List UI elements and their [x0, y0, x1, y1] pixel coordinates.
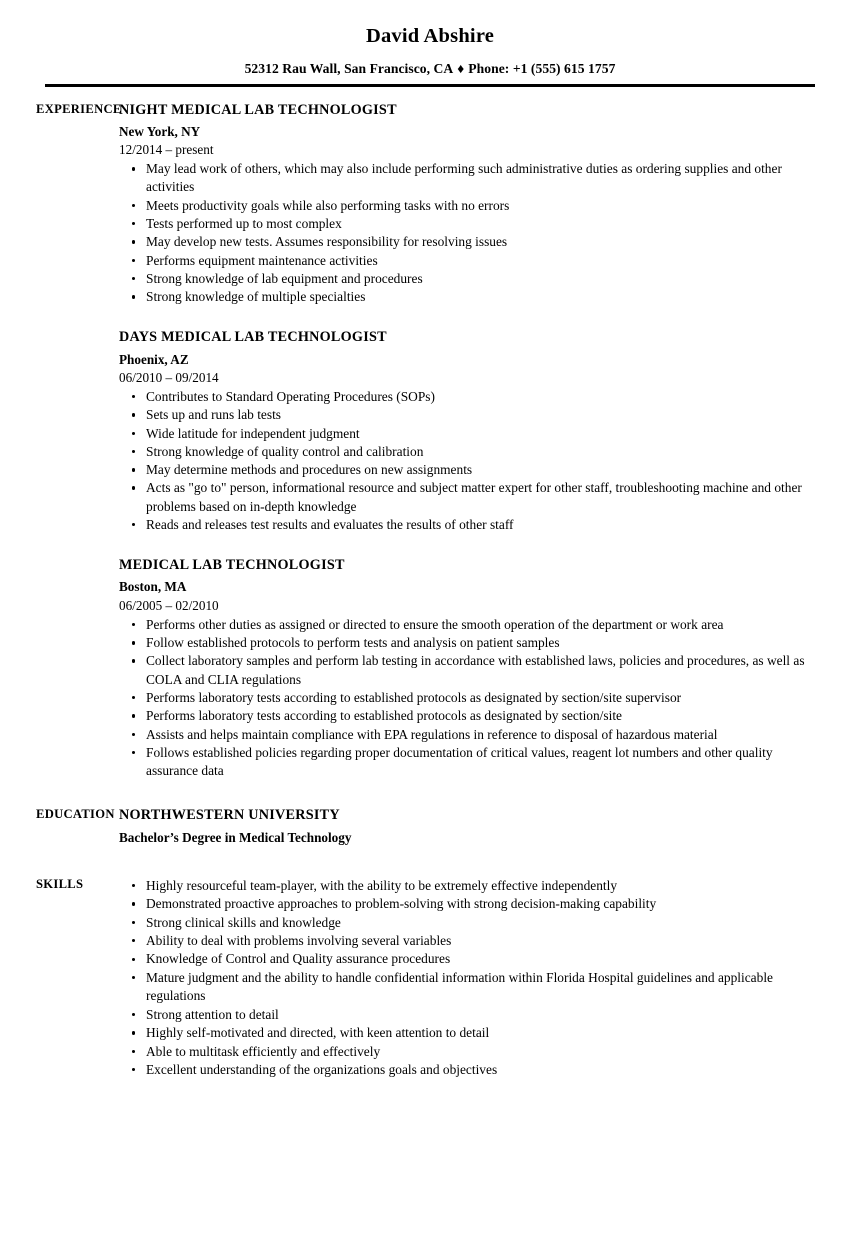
bullet-dot-icon [132, 939, 135, 942]
job-bullet-text: Performs equipment maintenance activities [146, 252, 378, 268]
job-dates: 12/2014 – present [119, 142, 214, 158]
bullet-dot-icon [132, 450, 135, 453]
experience-entry [119, 101, 808, 307]
skills-bullet-list [119, 877, 808, 1080]
education-section-label: EDUCATION [36, 807, 115, 822]
job-location: New York, NY [119, 123, 201, 139]
job-bullet [119, 443, 808, 461]
job-bullet [119, 270, 808, 288]
job-bullet [119, 707, 808, 725]
job-bullet-text: Sets up and runs lab tests [146, 407, 282, 423]
job-bullet-text: Assists and helps maintain compliance with EPA regulations in reference to disposal of hazardous material [146, 726, 718, 742]
contact-phone: Phone: +1 (555) 615 1757 [468, 60, 616, 76]
job-bullet [119, 634, 808, 652]
bullet-dot-icon [132, 1068, 135, 1071]
bullet-dot-icon [132, 958, 135, 961]
skill-bullet [119, 877, 808, 895]
job-bullet [119, 726, 808, 744]
job-bullet-text: Strong knowledge of lab equipment and procedures [146, 270, 423, 286]
skill-bullet [119, 1024, 808, 1042]
job-dates: 06/2005 – 02/2010 [119, 597, 219, 613]
header-divider [45, 84, 815, 87]
job-bullet-text: May lead work of others, which may also include performing such administrative duties as ordering supplies and other activities [146, 161, 782, 195]
skill-bullet-text: Demonstrated proactive approaches to problem-solving with strong decision-making capability [146, 896, 657, 912]
job-bullet [119, 616, 808, 634]
job-bullet-text: May develop new tests. Assumes responsibility for resolving issues [146, 234, 508, 250]
skill-bullet [119, 950, 808, 968]
job-bullet-text: Strong knowledge of quality control and calibration [146, 443, 424, 459]
job-title: MEDICAL LAB TECHNOLOGIST [119, 557, 345, 574]
job-bullet-text: Reads and releases test results and evaluates the results of other staff [146, 516, 514, 532]
skill-bullet-text: Strong clinical skills and knowledge [146, 914, 341, 930]
job-location: Boston, MA [119, 579, 187, 595]
job-bullet-text: Acts as "go to" person, informational resource and subject matter expert for other staff, troubleshooting machine and other problems based on in-depth knowledge [146, 480, 802, 514]
skill-bullet [119, 895, 808, 913]
skill-bullet-text: Able to multitask efficiently and effectively [146, 1043, 381, 1059]
bullet-dot-icon [132, 641, 135, 644]
bullet-dot-icon [132, 733, 135, 736]
skill-bullet [119, 969, 808, 1006]
job-bullet-text: Follows established policies regarding proper documentation of critical values, reagent lot numbers and other quality assurance data [146, 744, 773, 779]
candidate-name: David Abshire [365, 25, 495, 47]
job-bullet-list [119, 160, 808, 306]
job-bullet [119, 425, 808, 443]
job-bullet-text: Performs laboratory tests according to established protocols as designated by section/site [146, 708, 622, 724]
skills-section-label: SKILLS [36, 876, 84, 891]
job-bullet-text: Follow established protocols to perform tests and analysis on patient samples [146, 635, 560, 651]
job-bullet [119, 388, 808, 406]
bullet-dot-icon [132, 468, 135, 471]
job-bullet-text: May determine methods and procedures on new assignments [146, 462, 473, 478]
skill-bullet-text: Highly resourceful team-player, with the ability to be extremely effective independently [146, 877, 618, 893]
bullet-dot-icon [132, 413, 135, 416]
job-bullet-list [119, 616, 808, 781]
bullet-dot-icon [132, 1031, 135, 1034]
skill-bullet [119, 1043, 808, 1061]
skill-bullet-text: Ability to deal with problems involving several variables [146, 933, 452, 948]
job-bullet [119, 652, 808, 689]
job-bullet-text: Collect laboratory samples and perform lab testing in accordance with established laws, policies and procedures, as well as COLA and CLIA regulations [146, 653, 805, 687]
job-bullet [119, 288, 808, 306]
job-bullet [119, 215, 808, 233]
job-dates: 06/2010 – 09/2014 [119, 370, 219, 386]
experience-section-label: EXPERIENCE [36, 101, 122, 116]
experience-section [0, 101, 860, 781]
skill-bullet-text: Knowledge of Control and Quality assurance procedures [146, 951, 451, 967]
bullet-dot-icon [132, 751, 135, 754]
bullet-dot-icon [132, 902, 135, 905]
bullet-dot-icon [132, 204, 135, 207]
skill-bullet [119, 932, 808, 950]
job-bullet [119, 479, 808, 516]
experience-entry [119, 556, 808, 780]
experience-section-body [119, 101, 860, 781]
bullet-dot-icon [132, 259, 135, 262]
job-bullet [119, 197, 808, 215]
bullet-dot-icon [132, 623, 135, 626]
job-bullet-text: Tests performed up to most complex [146, 215, 342, 231]
bullet-dot-icon [132, 167, 135, 170]
contact-address: 52312 Rau Wall, San Francisco, CA [244, 60, 454, 76]
job-bullet [119, 252, 808, 270]
bullet-dot-icon [132, 486, 135, 489]
skills-section [0, 876, 860, 1080]
job-bullet [119, 461, 808, 479]
bullet-dot-icon [132, 976, 135, 979]
skill-bullet-text: Strong attention to detail [146, 1006, 279, 1022]
skill-bullet [119, 914, 808, 932]
bullet-dot-icon [132, 523, 135, 526]
bullet-dot-icon [132, 921, 135, 924]
skill-bullet [119, 1061, 808, 1079]
bullet-dot-icon [132, 714, 135, 717]
job-bullet-text: Performs laboratory tests according to established protocols as designated by section/site supervisor [146, 689, 682, 705]
bullet-dot-icon [132, 1013, 135, 1016]
contact-line [0, 61, 860, 77]
bullet-dot-icon [132, 1050, 135, 1053]
diamond-separator-icon: ♦ [457, 60, 465, 76]
job-bullet-list [119, 388, 808, 534]
bullet-dot-icon [132, 696, 135, 699]
job-bullet [119, 406, 808, 424]
job-bullet-text: Wide latitude for independent judgment [146, 425, 360, 441]
education-section-body [119, 806, 860, 846]
job-bullet-text: Performs other duties as assigned or directed to ensure the smooth operation of the department or work area [146, 616, 724, 632]
skill-bullet [119, 1006, 808, 1024]
bullet-dot-icon [132, 277, 135, 280]
job-bullet-text: Contributes to Standard Operating Procedures (SOPs) [146, 388, 435, 404]
skill-bullet-text: Highly self-motivated and directed, with keen attention to detail [146, 1025, 490, 1041]
job-bullet-text: Strong knowledge of multiple specialties [146, 289, 366, 305]
education-section [0, 806, 860, 846]
bullet-dot-icon [132, 659, 135, 662]
bullet-dot-icon [132, 295, 135, 298]
skill-bullet-text: Mature judgment and the ability to handle confidential information within Florida Hospital guidelines and applicable regulations [146, 969, 773, 1004]
job-bullet [119, 744, 808, 781]
bullet-dot-icon [132, 222, 135, 225]
skills-section-body [119, 876, 860, 1080]
bullet-dot-icon [132, 884, 135, 887]
education-school: NORTHWESTERN UNIVERSITY [119, 807, 340, 824]
job-location: Phoenix, AZ [119, 351, 189, 367]
bullet-dot-icon [132, 395, 135, 398]
bullet-dot-icon [132, 240, 135, 243]
job-title: NIGHT MEDICAL LAB TECHNOLOGIST [119, 101, 397, 118]
bullet-dot-icon [132, 432, 135, 435]
job-bullet [119, 516, 808, 534]
experience-entry [119, 328, 808, 534]
skill-bullet-text: Excellent understanding of the organizations goals and objectives [146, 1061, 498, 1077]
job-bullet [119, 689, 808, 707]
job-title: DAYS MEDICAL LAB TECHNOLOGIST [119, 329, 387, 346]
resume-header [0, 0, 860, 87]
job-bullet-text: Meets productivity goals while also performing tasks with no errors [146, 197, 510, 213]
job-bullet [119, 160, 808, 197]
education-degree: Bachelor’s Degree in Medical Technology [119, 829, 352, 845]
job-bullet [119, 233, 808, 251]
